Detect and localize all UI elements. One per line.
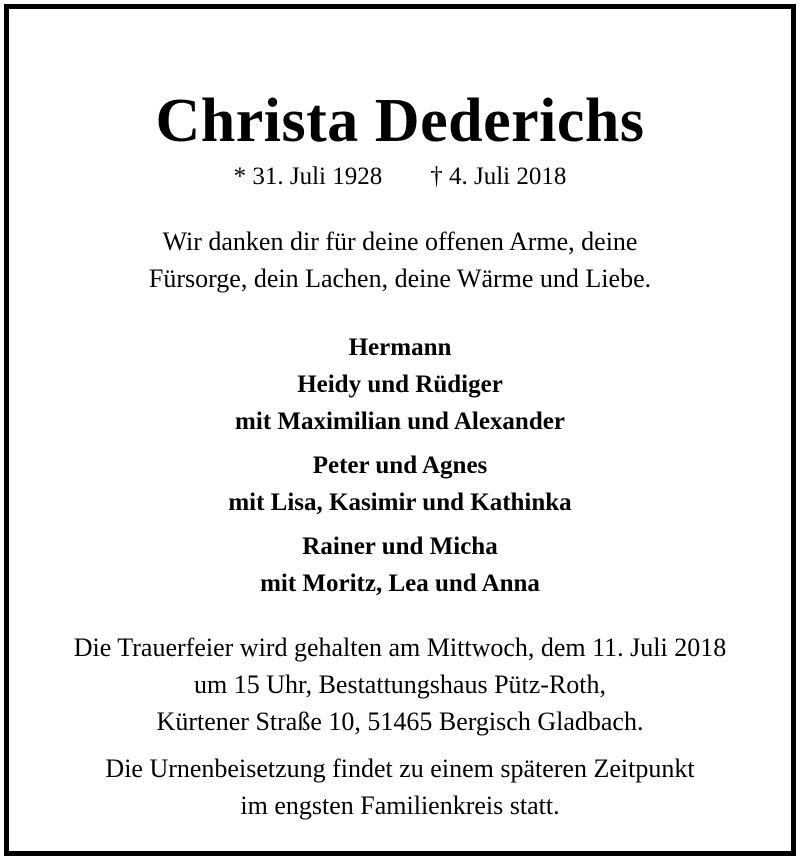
family-group-2 xyxy=(9,447,791,521)
life-dates xyxy=(9,160,791,194)
mourner-name: Heidy und Rüdiger xyxy=(297,371,503,398)
birth-date: * 31. Juli 1928 xyxy=(233,163,383,190)
burial-line: Die Urnenbeisetzung findet zu einem späteren Zeitpunkt xyxy=(105,754,695,783)
deceased-name: Christa Dederichs xyxy=(155,87,645,155)
obituary-notice xyxy=(4,4,796,856)
mourner-name: mit Maximilian und Alexander xyxy=(235,408,565,435)
burial-details xyxy=(9,750,791,824)
death-date: † 4. Juli 2018 xyxy=(430,163,567,190)
mourner-name: mit Lisa, Kasimir und Kathinka xyxy=(228,489,572,516)
quote-line: Wir danken dir für deine offenen Arme, deine xyxy=(162,227,638,256)
mourner-name: mit Moritz, Lea und Anna xyxy=(260,570,540,597)
service-line: um 15 Uhr, Bestattungshaus Pütz-Roth, xyxy=(193,670,607,699)
mourner-name: Hermann xyxy=(348,334,452,361)
family-group-1 xyxy=(9,329,791,440)
farewell-quote xyxy=(9,223,791,297)
mourner-name: Rainer und Micha xyxy=(302,533,498,560)
quote-line: Fürsorge, dein Lachen, deine Wärme und Liebe. xyxy=(148,264,652,293)
burial-line: im engsten Familienkreis statt. xyxy=(240,791,560,820)
service-details xyxy=(9,629,791,740)
family-group-3 xyxy=(9,528,791,602)
service-line: Die Trauerfeier wird gehalten am Mittwoch, dem 11. Juli 2018 xyxy=(73,633,727,662)
mourner-name: Peter und Agnes xyxy=(312,452,488,479)
service-line: Kürtener Straße 10, 51465 Bergisch Gladbach. xyxy=(156,707,644,736)
